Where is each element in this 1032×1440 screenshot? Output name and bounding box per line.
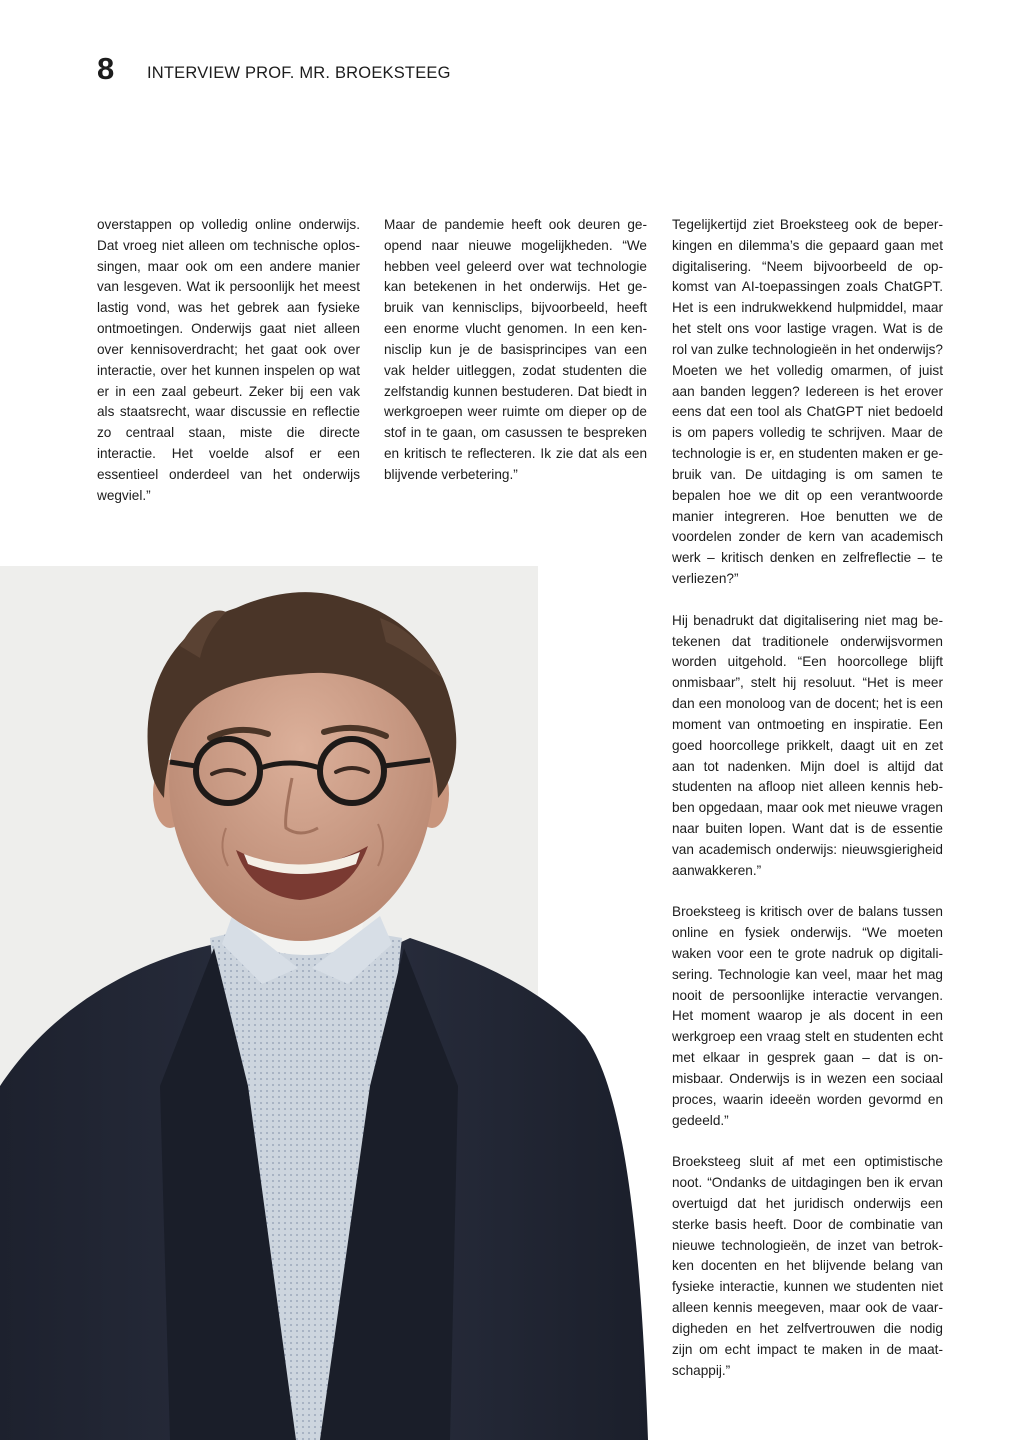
paragraph: Broeksteeg sluit af met een optimistische noot. “Ondanks de uitdagingen ben ik ervan overtuigd dat het juridisch onderwijs een sterke basis heeft. Door de combinatie van nieuwe technologieën, de inzet van betrokken docenten en het blijvende belang van fysieke interactie, kunnen we studenten niet alleen kennis meegeven, maar ook de vaardigheden en het zelfvertrouwen die nodig zijn om echt impact te maken in de maatschappij.” bbox=[672, 1154, 943, 1378]
paragraph: Tegelijkertijd ziet Broeksteeg ook de beperkingen en dilemma’s die gepaard gaan met digitalisering. “Neem bijvoorbeeld de opkomst van AI-toepassingen zoals ChatGPT. Het is een indrukwekkend hulpmiddel, maar het stelt ons voor lastige vragen. Wat is de rol van zulke technologieën in het onderwijs? Moeten we het volledig omarmen, of juist aan banden leggen? Iedereen is het erover eens dat een tool als ChatGPT niet bedoeld is om papers volledig te schrijven. Maar de technologie is er, en studenten maken er gebruik van. De uitdaging is om samen te bepalen hoe we dit op een verantwoorde manier integreren. Hoe benutten we de voordelen zonder de kern van academisch werk – kritisch denken en zelfreflectie – te verliezen?” bbox=[672, 217, 943, 587]
paragraph: Broeksteeg is kritisch over de balans tussen online en fysiek onderwijs. “We moeten waken voor een te grote nadruk op digitalisering. Technologie kan veel, maar het mag nooit de persoonlijke interactie vervangen. Het moment waarop je als docent in een werkgroep een vraag stelt en studenten echt met elkaar in gesprek gaan – dat is onmisbaar. Onderwijs is in wezen een sociaal proces, waarin ideeën worden gevormd en gedeeld.” bbox=[672, 904, 943, 1128]
text-column-2 bbox=[384, 215, 647, 486]
text-column-3 bbox=[672, 215, 943, 1381]
paragraph: Hij benadrukt dat digitalisering niet mag betekenen dat traditionele onderwijsvormen worden uitgehold. “Een hoorcollege blijft onmisbaar”, stelt hij resoluut. “Het is meer dan een monoloog van de docent; het is een moment van ontmoeting en inspiratie. Een goed hoorcollege prikkelt, daagt uit en zet aan tot nadenken. Mijn doel is altijd dat studenten na afloop niet alleen kennis hebben opgedaan, maar ook met nieuwe vragen naar buiten lopen. Want dat is de essentie van academisch onderwijs: nieuwsgierigheid aanwakkeren.” bbox=[672, 612, 943, 878]
running-head: INTERVIEW PROF. MR. BROEKSTEEG bbox=[147, 64, 451, 82]
page-number: 8 bbox=[97, 51, 114, 86]
portrait-photo bbox=[0, 566, 648, 1440]
text-column-1 bbox=[97, 215, 360, 507]
paragraph: Maar de pandemie heeft ook deuren geopend naar nieuwe mogelijkheden. “We hebben veel geleerd over wat technologie kan betekenen in het onderwijs. Het gebruik van kennisclips, bijvoorbeeld, heeft een enorme vlucht genomen. In een kennisclip kun je de basisprincipes van een vak helder uitleggen, zodat studenten die zelfstandig kunnen bestuderen. Dat biedt in werkgroepen weer ruimte om dieper op de stof in te gaan, om casussen te bespreken en kritisch te reflecteren. Ik zie dat als een blijvende verbetering.” bbox=[384, 217, 647, 482]
paragraph: overstappen op volledig online onderwijs. Dat vroeg niet alleen om technische oplossingen, maar ook om een andere manier van lesgeven. Wat ik persoonlijk het meest lastig vond, was het gebrek aan fysieke ontmoetingen. Onderwijs gaat niet alleen over kennisoverdracht; het gaat ook over interactie, over het kunnen inspelen op wat er in een zaal gebeurt. Zeker bij een vak als staatsrecht, waar discussie en reflectie zo centraal staan, miste die directe interactie. Het voelde alsof er een essentieel onderdeel van het onderwijs wegviel.” bbox=[97, 217, 360, 503]
